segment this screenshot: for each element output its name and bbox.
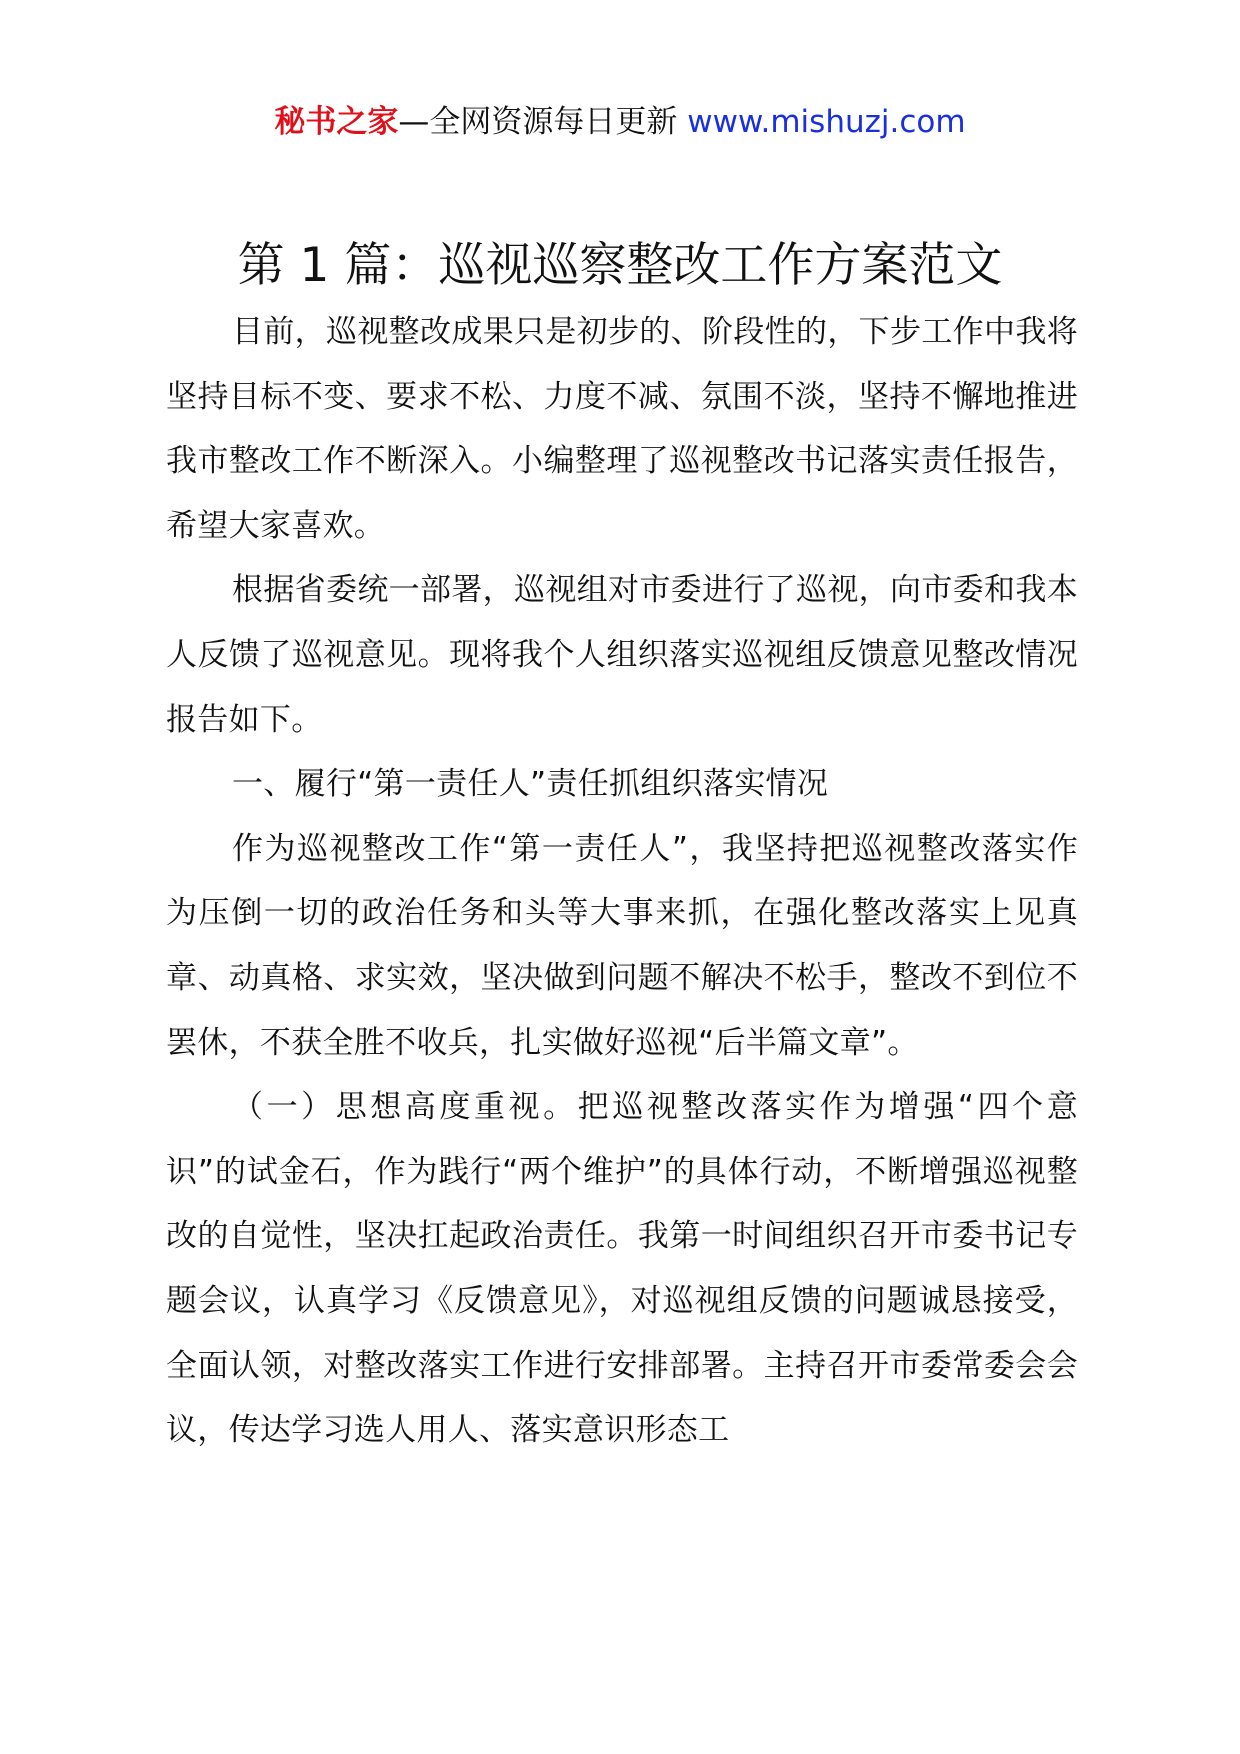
paragraph-background: 根据省委统一部署，巡视组对市委进行了巡视，向市委和我本人反馈了巡视意见。现将我个人组织落实巡视组反馈意见整改情况报告如下。 bbox=[166, 572, 1078, 738]
section-heading-1: 一、履行“第一责任人”责任抓组织落实情况 bbox=[232, 766, 829, 803]
site-header bbox=[0, 100, 1240, 144]
paragraph-responsibility: 作为巡视整改工作“第一责任人”，我坚持把巡视整改落实作为压倒一切的政治任务和头等大事来抓，在强化整改落实上见真章、动真格、求实效，坚决做到问题不解决不松手，整改不到位不罢休，不获全胜不收兵，扎实做好巡视“后半篇文章”。 bbox=[166, 830, 1078, 1061]
site-url-link[interactable]: www.mishuzj.com bbox=[687, 104, 966, 140]
paragraph-subsection-1: （一）思想高度重视。把巡视整改落实作为增强“四个意识”的试金石，作为践行“两个维护”的具体行动，不断增强巡视整改的自觉性，坚决扛起政治责任。我第一时间组织召开市委书记专题会议，认真学习《反馈意见》，对巡视组反馈的问题诚恳接受，全面认领，对整改落实工作进行安排部署。主持召开市委常委会会议，传达学习选人用人、落实意识形态工 bbox=[166, 1089, 1078, 1449]
site-brand: 秘书之家 bbox=[274, 104, 399, 140]
paragraph-intro: 目前，巡视整改成果只是初步的、阶段性的，下步工作中我将坚持目标不变、要求不松、力度不减、氛围不淡，坚持不懈地推进我市整改工作不断深入。小编整理了巡视整改书记落实责任报告，希望大家喜欢。 bbox=[166, 314, 1078, 544]
document-title: 第 1 篇：巡视巡察整改工作方案范文 bbox=[237, 238, 1003, 293]
site-tagline: —全网资源每日更新 bbox=[398, 104, 678, 140]
document-body bbox=[166, 300, 1078, 1463]
